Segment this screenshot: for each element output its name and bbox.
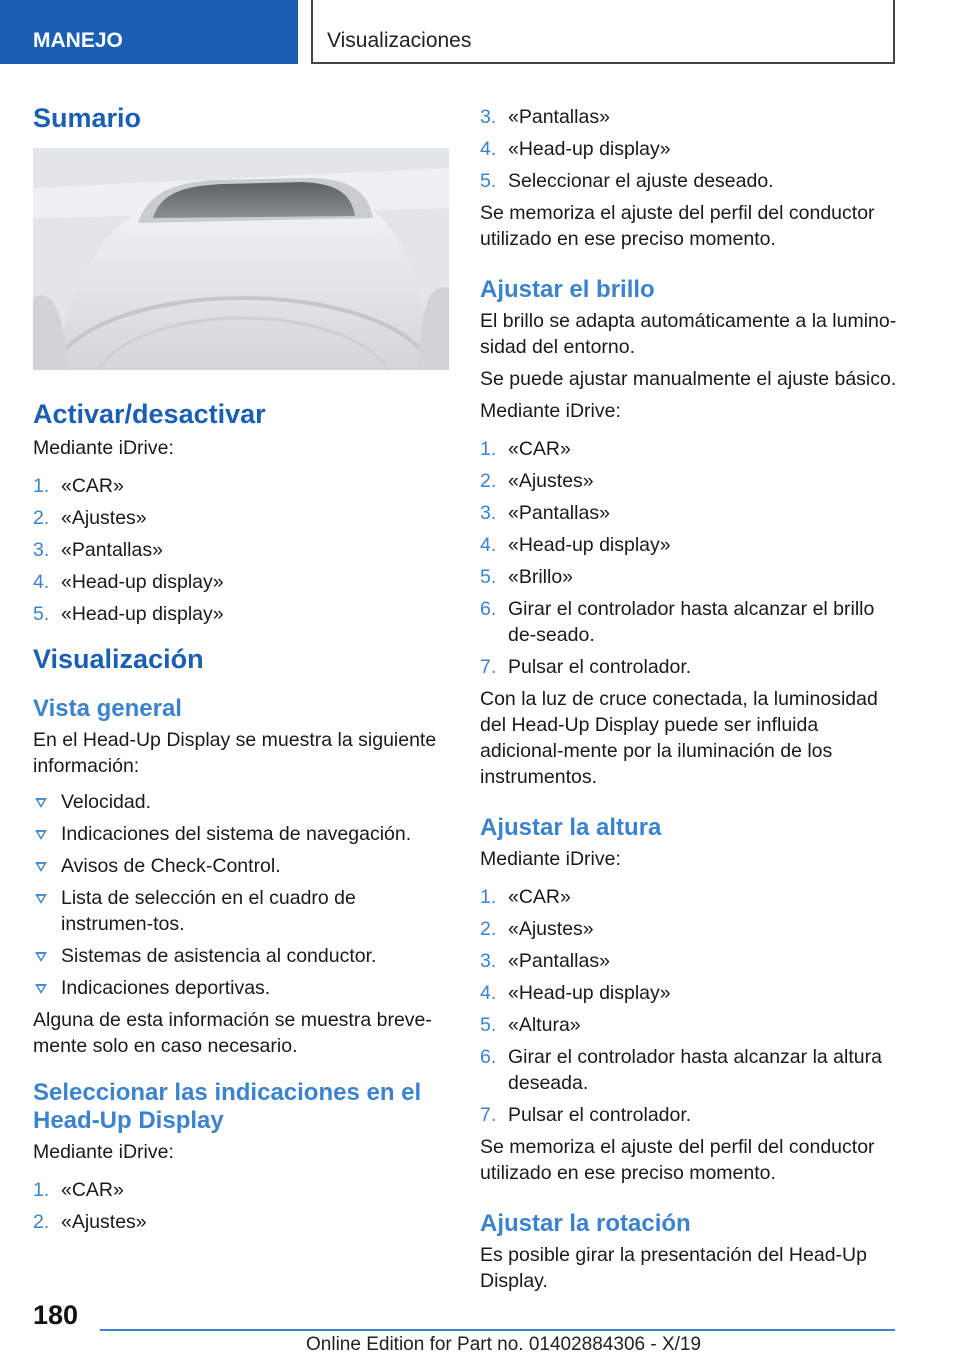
list-item: 3. «Pantallas» [480,502,610,525]
list-item: 5. «Altura» [480,1014,581,1037]
list-item: 6. Girar el controlador hasta alcanzar el brillo de-seado. [480,598,875,647]
head-up-display-photo [33,148,449,370]
seleccionar-steps-list-continued [480,104,898,194]
header-chapter-label: Visualizaciones [327,29,472,52]
brillo-steps-list [480,436,898,680]
vista-bullets-list [33,789,449,1001]
list-item: 1. «CAR» [33,1179,124,1202]
subtitle-ajustar-altura: Ajustar la altura [480,814,662,842]
brillo-note: Con la luz de cruce conectada, la luminosidad del Head-Up Display puede ser influida adicional-mente por la iluminación de los instrumentos. [480,688,878,789]
list-item: 3. «Pantallas» [33,538,163,561]
list-item: 2. «Ajustes» [33,1211,147,1234]
triangle-bullet-icon [35,798,47,808]
list-item: 7. Pulsar el controlador. [480,1104,692,1127]
list-item: Avisos de Check-Control. [33,853,449,879]
rotacion-text: Es posible girar la presentación del Head-Up Display. [480,1244,867,1293]
list-item: 5. «Head-up display» [33,602,224,625]
altura-note: Se memoriza el ajuste del perfil del conductor utilizado en ese preciso momento. [480,1136,875,1185]
left-column [33,94,449,1241]
subtitle-vista-general: Vista general [33,695,182,723]
dashboard-illustration [33,148,449,370]
triangle-bullet-icon [35,952,47,962]
footer-edition: Online Edition for Part no. 01402884306 - X/19 [306,1334,702,1355]
list-item: 5. «Brillo» [480,566,574,589]
list-item: 1. «CAR» [480,438,571,461]
list-item: 2. «Ajustes» [480,470,594,493]
title-activar-desactivar: Activar/desactivar [33,399,266,430]
title-sumario: Sumario [33,103,142,133]
altura-steps-list [480,884,898,1128]
seleccionar-note: Se memoriza el ajuste del perfil del conductor utilizado en ese preciso momento. [480,202,875,250]
seleccionar-intro: Mediante iDrive: [33,1141,174,1164]
triangle-bullet-icon [35,894,47,904]
list-item: Indicaciones del sistema de navegación. [33,821,449,847]
seleccionar-steps-list [33,1177,449,1235]
list-item: 3. «Pantallas» [480,106,610,128]
header-section-tab [0,0,298,64]
list-item: 1. «CAR» [33,474,124,497]
subtitle-seleccionar: Seleccionar las indicaciones en el Head-Up Display [33,1079,422,1135]
subtitle-ajustar-rotacion: Ajustar la rotación [480,1210,691,1238]
list-item: 7. Pulsar el controlador. [480,656,692,679]
title-visualizacion: Visualización [33,643,204,674]
page-number: 180 [33,1300,79,1330]
altura-intro: Mediante iDrive: [480,848,621,871]
list-item: 4. «Head-up display» [480,534,671,557]
list-item: 4. «Head-up display» [480,138,671,160]
subtitle-ajustar-brillo: Ajustar el brillo [480,276,655,303]
triangle-bullet-icon [35,862,47,872]
list-item: 6. Girar el controlador hasta alcanzar la altura deseada. [480,1046,882,1095]
triangle-bullet-icon [35,830,47,840]
activar-steps-list [33,473,449,627]
list-item: 3. «Pantallas» [480,950,610,973]
triangle-bullet-icon [35,984,47,994]
list-item: 2. «Ajustes» [33,506,147,529]
brillo-intro: Mediante iDrive: [480,400,621,423]
list-item: Velocidad. [33,789,449,815]
vista-note: Alguna de esta información se muestra breve-mente solo en caso necesario. [33,1009,432,1058]
right-column [480,94,898,1294]
list-item: Lista de selección en el cuadro de instrumen-tos. [33,885,449,937]
brillo-text-1: El brillo se adapta automáticamente a la lumino-sidad del entorno. [480,310,897,359]
list-item: Sistemas de asistencia al conductor. [33,943,449,969]
activar-intro: Mediante iDrive: [33,436,174,459]
vista-intro: En el Head-Up Display se muestra la siguiente información: [33,729,437,778]
header-section-label: MANEJO [33,29,123,52]
list-item: 2. «Ajustes» [480,918,594,941]
footer-divider [100,1329,895,1331]
brillo-text-2: Se puede ajustar manualmente el ajuste básico. [480,368,897,391]
list-item: 1. «CAR» [480,886,571,909]
list-item: 4. «Head-up display» [480,982,671,1005]
list-item: 4. «Head-up display» [33,570,224,593]
header-chapter-tab [311,0,895,64]
list-item: 5. Seleccionar el ajuste deseado. [480,170,774,192]
list-item: Indicaciones deportivas. [33,975,449,1001]
